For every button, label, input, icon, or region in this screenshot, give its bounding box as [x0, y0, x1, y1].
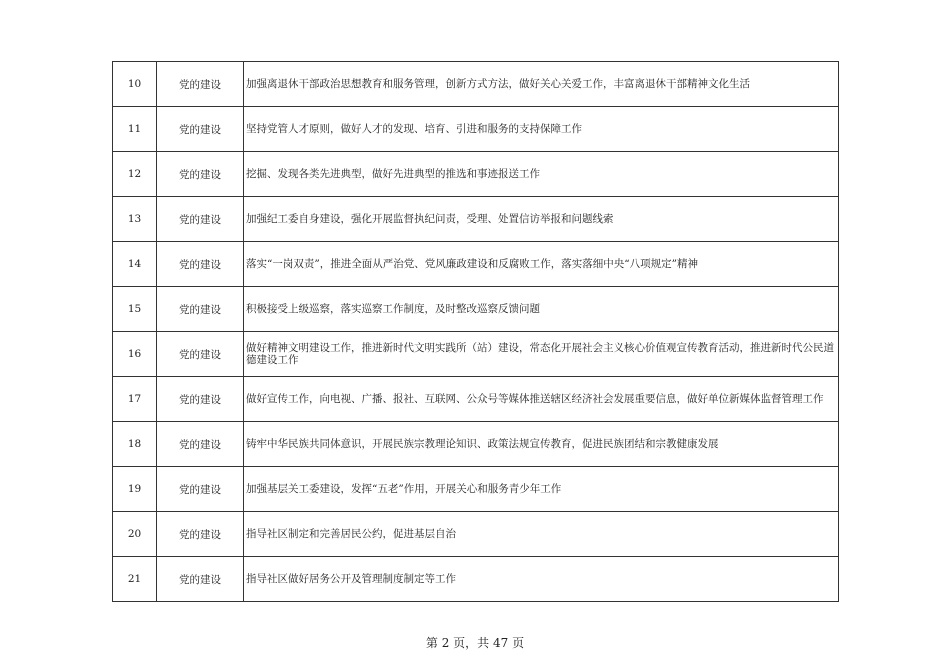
category-cell: 党的建设: [157, 377, 244, 422]
table-row: [113, 512, 839, 557]
table-body: [113, 62, 839, 602]
row-number-cell: 14: [113, 242, 157, 287]
row-number-cell: 13: [113, 197, 157, 242]
content-cell: 加强离退休干部政治思想教育和服务管理，创新方式方法，做好关心关爱工作，丰富离退休干部精神文化生活: [244, 62, 839, 107]
content-cell: 加强基层关工委建设，发挥“五老”作用，开展关心和服务青少年工作: [244, 467, 839, 512]
content-cell: 做好精神文明建设工作，推进新时代文明实践所（站）建设，常态化开展社会主义核心价值观宣传教育活动，推进新时代公民道德建设工作: [244, 332, 839, 377]
table-row: [113, 62, 839, 107]
table-row: [113, 287, 839, 332]
content-cell: 加强纪工委自身建设，强化开展监督执纪问责，受理、处置信访举报和问题线索: [244, 197, 839, 242]
page-footer: [0, 634, 950, 651]
category-cell: 党的建设: [157, 197, 244, 242]
table-row: [113, 107, 839, 152]
content-cell: 指导社区制定和完善居民公约，促进基层自治: [244, 512, 839, 557]
table-row: [113, 332, 839, 377]
category-cell: 党的建设: [157, 467, 244, 512]
duty-table: [112, 61, 839, 602]
page-number-text: 第 2 页，共 47 页: [425, 636, 525, 650]
content-cell: 挖掘、发现各类先进典型，做好先进典型的推选和事迹报送工作: [244, 152, 839, 197]
category-cell: 党的建设: [157, 152, 244, 197]
row-number-cell: 19: [113, 467, 157, 512]
row-number-cell: 20: [113, 512, 157, 557]
row-number-cell: 18: [113, 422, 157, 467]
table-row: [113, 467, 839, 512]
row-number-cell: 21: [113, 557, 157, 602]
table-row: [113, 377, 839, 422]
row-number-cell: 15: [113, 287, 157, 332]
table-row: [113, 422, 839, 467]
row-number-cell: 10: [113, 62, 157, 107]
content-cell: 坚持党管人才原则，做好人才的发现、培育、引进和服务的支持保障工作: [244, 107, 839, 152]
category-cell: 党的建设: [157, 62, 244, 107]
category-cell: 党的建设: [157, 512, 244, 557]
content-cell: 指导社区做好居务公开及管理制度制定等工作: [244, 557, 839, 602]
row-number-cell: 17: [113, 377, 157, 422]
category-cell: 党的建设: [157, 287, 244, 332]
table-row: [113, 197, 839, 242]
row-number-cell: 16: [113, 332, 157, 377]
content-cell: 落实“一岗双责”，推进全面从严治党、党风廉政建设和反腐败工作，落实落细中央“八项规定”精神: [244, 242, 839, 287]
content-cell: 积极接受上级巡察，落实巡察工作制度，及时整改巡察反馈问题: [244, 287, 839, 332]
content-cell: 铸牢中华民族共同体意识，开展民族宗教理论知识、政策法规宣传教育，促进民族团结和宗教健康发展: [244, 422, 839, 467]
row-number-cell: 11: [113, 107, 157, 152]
table-row: [113, 152, 839, 197]
category-cell: 党的建设: [157, 422, 244, 467]
table-row: [113, 557, 839, 602]
row-number-cell: 12: [113, 152, 157, 197]
content-cell: 做好宣传工作，向电视、广播、报社、互联网、公众号等媒体推送辖区经济社会发展重要信息，做好单位新媒体监督管理工作: [244, 377, 839, 422]
category-cell: 党的建设: [157, 332, 244, 377]
category-cell: 党的建设: [157, 107, 244, 152]
table-row: [113, 242, 839, 287]
category-cell: 党的建设: [157, 557, 244, 602]
category-cell: 党的建设: [157, 242, 244, 287]
